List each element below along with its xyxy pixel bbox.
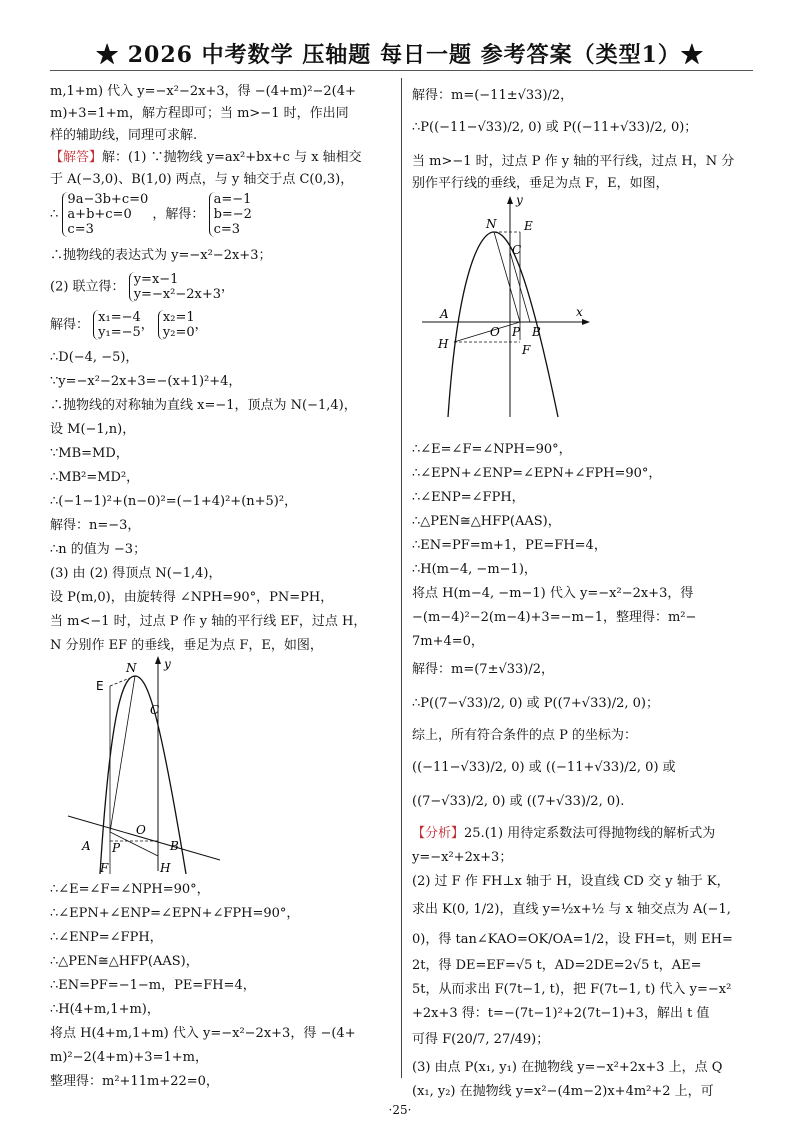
left-line-20: 当 m<−1 时，过点 P 作 y 轴的平行线 EF，过点 H， <box>50 614 367 629</box>
fig-left-label-F: F <box>100 861 109 875</box>
right-line-23: 2t，得 DE=EF=√5 t，AD=2DE=2√5 t，AE= <box>412 958 702 973</box>
right-line-21: 求出 K(0, 1/2)，直线 y=½x+½ 与 x 轴交点为 A(−1, <box>412 902 731 917</box>
fig-left-label-P: P <box>112 841 121 855</box>
page-number: ·25· <box>388 1103 412 1117</box>
fig-left-label-O: O <box>136 823 146 837</box>
left-line-26: ∴EN=PF=−1−m，PE=FH=4， <box>50 978 256 993</box>
fig-right-label-C: C <box>512 243 522 257</box>
right-line-8: ∴EN=PF=m+1，PE=FH=4， <box>412 538 607 553</box>
system-solution-1: x₁=−4 y₁=−5 <box>93 310 141 340</box>
analysis-label: 【分析】 <box>412 826 465 841</box>
right-line-17: ((7−√33)/2, 0) 或 ((7+√33)/2, 0). <box>412 794 625 809</box>
equation-system-row <box>50 192 252 237</box>
left-line-0: m,1+m) 代入 y=−x²−2x+3，得 −(4+m)²−2(4+ <box>50 84 356 99</box>
left-line-27: ∴H(4+m,1+m)， <box>50 1002 160 1017</box>
left-line-2: 样的辅助线，同理可求解. <box>50 128 198 143</box>
fig-right-label-F: F <box>522 343 531 357</box>
left-line-22: ∴∠E=∠F=∠NPH=90°， <box>50 882 210 897</box>
left-line-23: ∴∠EPN+∠ENP=∠EPN+∠FPH=90°， <box>50 906 300 921</box>
left-line-14: ∴MB²=MD²， <box>50 470 140 485</box>
header-rule <box>50 70 753 71</box>
fig-right-label-O: O <box>490 325 500 339</box>
left-line-13: ∵MB=MD， <box>50 446 129 461</box>
left-line-19: 设 P(m,0)，由旋转得 ∠NPH=90°，PN=PH， <box>50 590 334 605</box>
fig-right-label-P: P <box>512 325 521 339</box>
page-header-title: ★ 2026 中考数学 压轴题 每日一题 参考答案（类型1）★ <box>96 42 704 68</box>
right-line-19: y=−x²+2x+3； <box>412 850 513 865</box>
right-line-15: 综上，所有符合条件的点 P 的坐标为： <box>412 728 638 743</box>
left-line-30: 整理得：m²+11m+22=0， <box>50 1074 219 1089</box>
fig-right-label-A: A <box>440 307 449 321</box>
left-line-16: 解得：n=−3， <box>50 518 141 533</box>
left-line-12: 设 M(−1,n)， <box>50 422 136 437</box>
joint-system-row: (2) 联立得： y=x−1 y=−x²−2x+3， <box>50 272 235 302</box>
left-line-24: ∴∠ENP=∠FPH， <box>50 930 163 945</box>
fig-right-label-E: E <box>524 219 533 233</box>
right-line-2: 当 m>−1 时，过点 P 作 y 轴的平行线，过点 H，N 分 <box>412 154 735 169</box>
left-line-18: (3) 由 (2) 得顶点 N(−1,4)， <box>50 566 222 581</box>
system-solution-abc: a=−1 b=−2 c=3 <box>209 192 252 237</box>
left-line-11: ∴抛物线的对称轴为直线 x=−1，顶点为 N(−1,4)， <box>50 398 357 413</box>
right-line-7: ∴△PEN≅△HFP(AAS)， <box>412 514 561 529</box>
right-line-18: 25.(1) 用待定系数法可得抛物线的解析式为 <box>464 826 716 841</box>
right-line-22: 0)，得 tan∠KAO=OK/OA=1/2，设 FH=t，则 EH= <box>412 932 733 947</box>
fig-left-label-B: B <box>170 839 179 853</box>
right-line-14: ∴P((7−√33)/2, 0) 或 P((7+√33)/2, 0)； <box>412 696 659 711</box>
right-line-18-wrap <box>412 826 715 842</box>
right-line-28: (x₁, y₂) 在抛物线 y=x²−(4m−2)x+4m²+2 上，可 <box>412 1084 714 1099</box>
right-line-4: ∴∠E=∠F=∠NPH=90°， <box>412 442 572 457</box>
right-line-24: 5t，从而求出 F(7t−1, t)，把 F(7t−1, t) 代入 y=−x² <box>412 982 732 997</box>
left-line-29: m)²−2(4+m)+3=1+m， <box>50 1050 208 1065</box>
left-line-3-wrap <box>50 150 362 166</box>
column-divider <box>401 78 402 1078</box>
right-line-26: 可得 F(20/7, 27/49)； <box>412 1032 550 1047</box>
fig-left-label-A: A <box>82 839 91 853</box>
right-line-13: 解得：m=(7±√33)/2， <box>412 662 555 677</box>
fig-left-label-y: y <box>164 657 171 671</box>
solutions-row: 解得： x₁=−4 y₁=−5， x₂=1 y₂=0， <box>50 310 208 340</box>
right-line-20: (2) 过 F 作 FH⊥x 轴于 H，设直线 CD 交 y 轴于 K， <box>412 874 730 889</box>
right-line-6: ∴∠ENP=∠FPH， <box>412 490 525 505</box>
therefore-symbol: ∴ <box>50 207 59 222</box>
left-line-9: ∴D(−4, −5)， <box>50 350 139 365</box>
left-line-25: ∴△PEN≅△HFP(AAS)， <box>50 954 199 969</box>
right-line-5: ∴∠EPN+∠ENP=∠EPN+∠FPH=90°， <box>412 466 662 481</box>
left-line-21: N 分别作 EF 的垂线，垂足为点 F，E，如图， <box>50 638 323 653</box>
left-figure-graph <box>60 656 230 876</box>
right-line-1: ∴P((−11−√33)/2, 0) 或 P((−11+√33)/2, 0)； <box>412 120 698 135</box>
system-joint: y=x−1 y=−x²−2x+3 <box>129 272 221 302</box>
fig-right-label-x: x <box>576 305 583 319</box>
fig-left-label-C: C <box>150 703 160 717</box>
left-line-10: ∵y=−x²−2x+3=−(x+1)²+4， <box>50 374 242 389</box>
right-line-12: 7m+4=0， <box>412 634 484 649</box>
right-line-9: ∴H(m−4, −m−1)， <box>412 562 537 577</box>
left-line-6: ∴抛物线的表达式为 y=−x²−2x+3； <box>50 248 272 263</box>
fig-right-label-N: N <box>486 217 497 231</box>
fig-right-label-B: B <box>532 325 541 339</box>
left-line-1: m)+3=1+m，解方程即可；当 m>−1 时，作出同 <box>50 106 349 121</box>
right-line-27: (3) 由点 P(x₁, y₁) 在抛物线 y=−x²+2x+3 上，点 Q <box>412 1060 723 1075</box>
fig-left-label-N: N <box>126 661 137 675</box>
solve-word: ，解得： <box>152 207 205 222</box>
right-line-11: −(m−4)²−2(m−4)+3=−m−1，整理得：m²− <box>412 610 697 625</box>
right-line-0: 解得：m=(−11±√33)/2， <box>412 88 574 103</box>
left-line-3: 解：(1) ∵抛物线 y=ax²+bx+c 与 x 轴相交 <box>102 150 362 165</box>
fig-right-label-H: H <box>438 337 449 351</box>
right-line-25: +2x+3 得：t=−(7t−1)²+2(7t−1)+3，解出 t 值 <box>412 1006 710 1021</box>
system-solution-2: x₂=1 y₂=0 <box>158 310 195 340</box>
fig-left-label-E: E <box>96 679 104 693</box>
right-figure-graph <box>418 192 598 422</box>
answer-label: 【解答】 <box>50 150 103 165</box>
system-equations-abc: 9a−3b+c=0 a+b+c=0 c=3 <box>62 192 148 237</box>
right-line-16: ((−11−√33)/2, 0) 或 ((−11+√33)/2, 0) 或 <box>412 760 676 775</box>
left-line-28: 将点 H(4+m,1+m) 代入 y=−x²−2x+3，得 −(4+ <box>50 1026 356 1041</box>
right-line-3: 别作平行线的垂线，垂足为点 F，E，如图， <box>412 176 669 191</box>
left-line-15: ∴(−1−1)²+(n−0)²=(−1+4)²+(n+5)²， <box>50 494 298 509</box>
right-line-10: 将点 H(m−4, −m−1) 代入 y=−x²−2x+3，得 <box>412 586 694 601</box>
left-line-17: ∴n 的值为 −3； <box>50 542 147 557</box>
left-line-4: 于 A(−3,0)、B(1,0) 两点，与 y 轴交于点 C(0,3)， <box>50 172 354 187</box>
fig-left-label-H: H <box>160 861 171 875</box>
fig-right-label-y: y <box>516 193 523 207</box>
